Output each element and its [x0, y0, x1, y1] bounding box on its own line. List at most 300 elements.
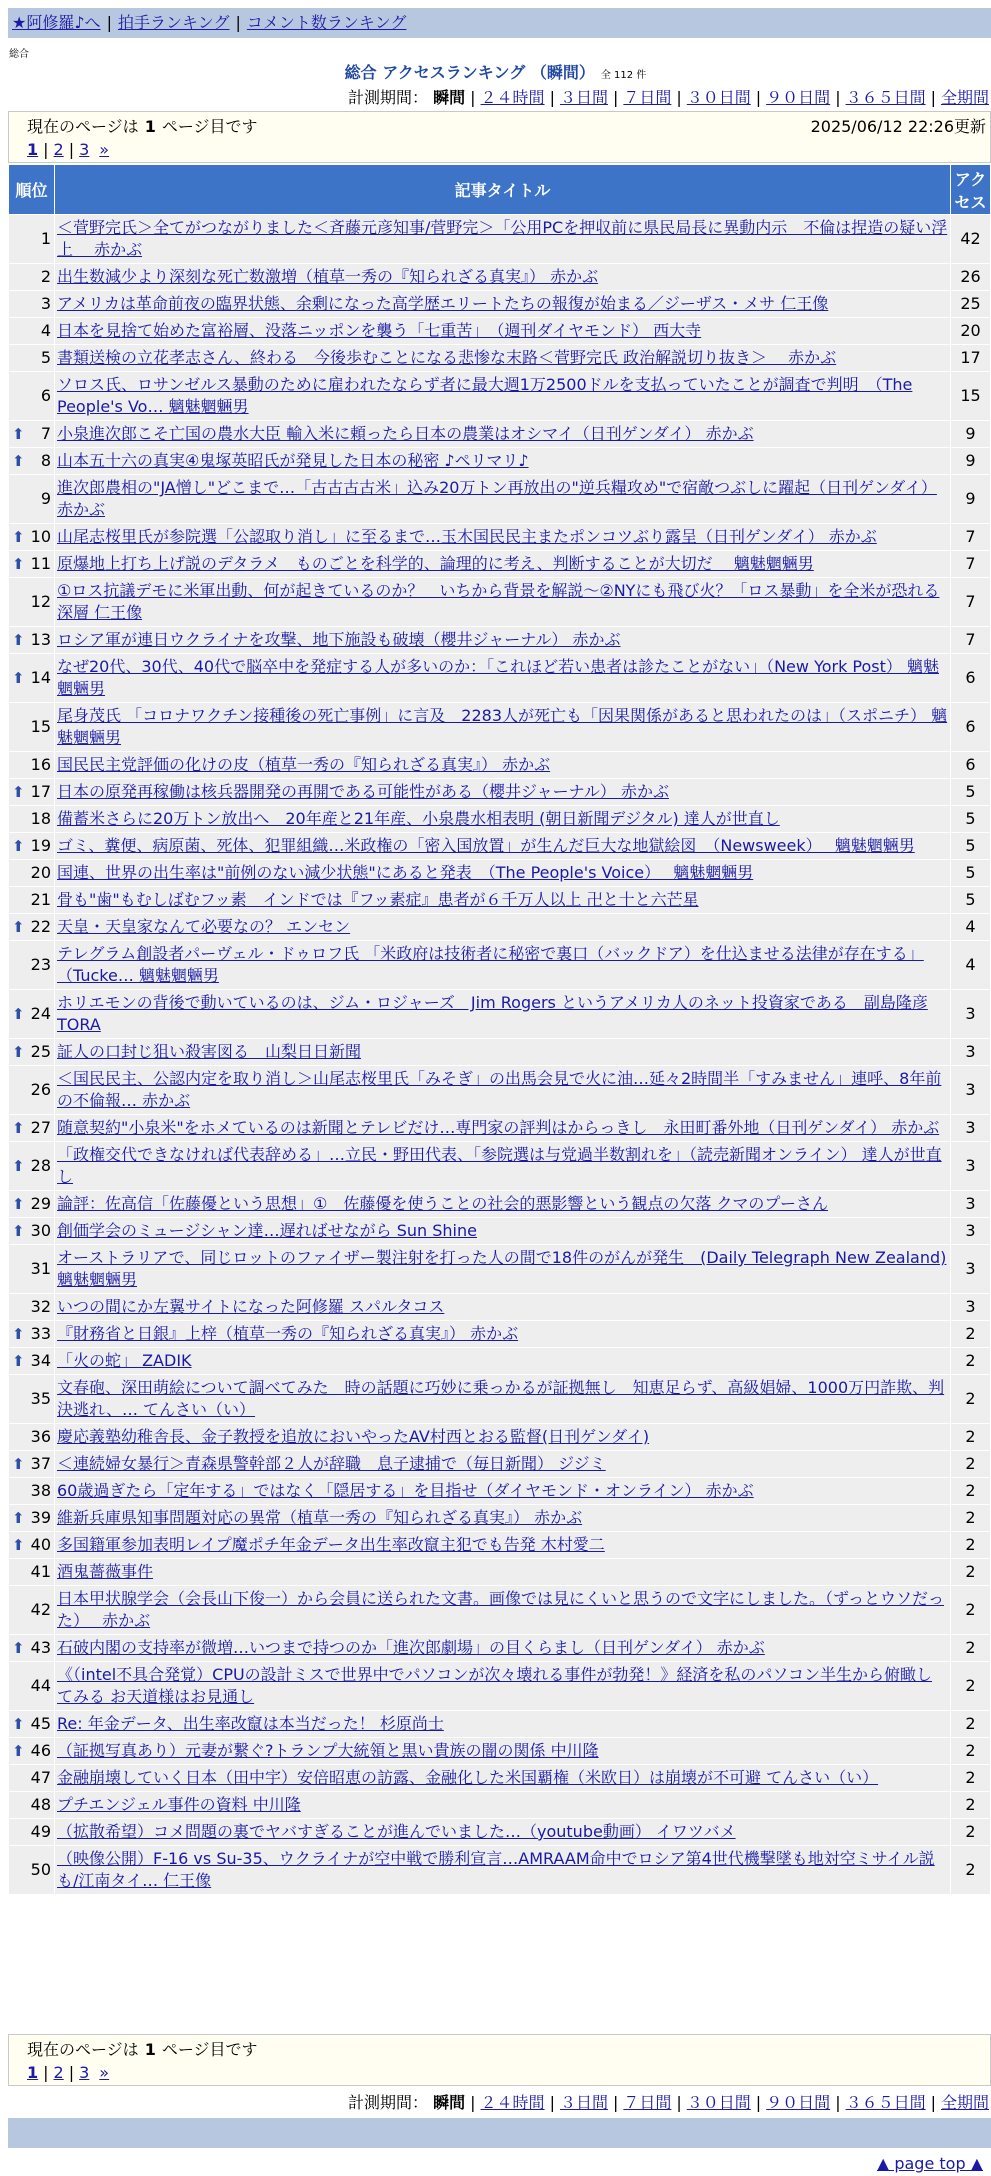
article-title-link[interactable]: 随意契約"小泉米"をホメているのは新聞とテレビだけ…専門家の評判はからっきし 永田町番外地（日刊ゲンダイ） 赤かぶ	[57, 1118, 940, 1137]
title-cell	[55, 1819, 951, 1846]
page-link-2[interactable]: 2	[53, 2063, 64, 2082]
access-count: 2	[951, 1348, 991, 1375]
rank-cell	[9, 806, 55, 833]
table-row	[9, 421, 991, 448]
table-header-row	[9, 165, 991, 215]
title-cell	[55, 779, 951, 806]
category-label: 総合	[9, 49, 29, 60]
access-count: 20	[951, 318, 991, 345]
rank-cell	[9, 578, 55, 627]
rank-up-arrow-icon: ⬆	[12, 1043, 25, 1061]
rank-number: 8	[40, 451, 51, 470]
article-title-link[interactable]: 「政権交代できなければ代表辞める」…立民・野田代表、「参院選は与党過半数割れを」（読売新聞オンライン） 達人が世直し	[57, 1145, 942, 1186]
rank-cell	[9, 1478, 55, 1505]
rank-number: 38	[30, 1481, 51, 1500]
table-row	[9, 215, 991, 264]
article-title-link[interactable]: テレグラム創設者パーヴェル・ドゥロフ氏 「米政府は技術者に秘密で裏口（バックドア）を仕込ませる法律が存在する」（Tucke… 魑魅魍魎男	[57, 944, 924, 985]
period-current: 瞬間	[433, 88, 466, 107]
table-row	[9, 1142, 991, 1191]
article-title-link[interactable]: 出生数減少より深刻な死亡数激増（植草一秀の『知られざる真実』） 赤かぶ	[57, 267, 599, 286]
article-title-link[interactable]: 日本の原発再稼働は核兵器開発の再開である可能性がある（櫻井ジャーナル） 赤かぶ	[57, 782, 669, 801]
rank-number: 22	[30, 917, 51, 936]
rank-cell	[9, 1191, 55, 1218]
rank-number: 34	[30, 1351, 51, 1370]
table-row	[9, 1321, 991, 1348]
rank-cell	[9, 215, 55, 264]
rank-cell	[9, 1245, 55, 1294]
period-link-3d[interactable]: ３日間	[559, 2093, 608, 2112]
rank-number: 48	[30, 1795, 51, 1814]
table-row	[9, 1451, 991, 1478]
article-title-link[interactable]: なぜ20代、30代、40代で脳卒中を発症する人が多いのか：「これほど若い患者は診たことがない」（New York Post） 魑魅魍魎男	[57, 657, 939, 698]
table-row	[9, 551, 991, 578]
access-count: 2	[951, 1321, 991, 1348]
access-count: 3	[951, 1115, 991, 1142]
article-title-link[interactable]: 酒鬼薔薇事件	[57, 1562, 154, 1581]
page-links: 1 | 2 | 3 »	[27, 2063, 110, 2082]
rank-up-arrow-icon: ⬆	[12, 918, 25, 936]
article-title-link[interactable]: 文春砲、深田萌絵について調べてみた 時の話題に巧妙に乗っかるが証拠無し 知恵足らず、高級娼婦、1000万円詐欺、判決逃れ、… てんさい（い）	[57, 1378, 945, 1419]
table-row	[9, 627, 991, 654]
bottom-bar	[8, 2118, 991, 2148]
article-title-link[interactable]: ＜国民民主、公認内定を取り消し＞山尾志桜里氏「みそぎ」の出馬会見で火に油…延々2時間半「すみません」連呼、8年前の不倫報… 赤かぶ	[57, 1069, 942, 1110]
access-count: 3	[951, 1218, 991, 1245]
access-count: 6	[951, 752, 991, 779]
period-selector-bottom: 計測期間： 瞬間 | ２４時間 | ３日間 | ７日間 | ３０日間 | ９０日間 | ３６５日間 | 全期間	[348, 2093, 989, 2112]
page-status: 現在のページは 1 ページ目です	[27, 117, 258, 136]
title-cell	[55, 703, 951, 752]
article-title-link[interactable]: ①ロス抗議デモに米軍出動、何が起きているのか？ いちから背景を解説〜②NYにも飛び火？「ロス暴動」を全米が恐れる深層 仁王像	[57, 581, 940, 622]
title-cell	[55, 1586, 951, 1635]
table-row	[9, 941, 991, 990]
rank-cell	[9, 627, 55, 654]
access-count: 2	[951, 1532, 991, 1559]
table-row	[9, 1348, 991, 1375]
page-next-link[interactable]: »	[99, 2063, 110, 2082]
rank-number: 10	[30, 527, 51, 546]
table-row	[9, 914, 991, 941]
rank-number: 24	[30, 1004, 51, 1023]
rank-number: 33	[30, 1324, 51, 1343]
title-cell	[55, 1792, 951, 1819]
page-link-current[interactable]: 1	[27, 2063, 39, 2082]
article-title-link[interactable]: （映像公開）F-16 vs Su-35、ウクライナが空中戦で勝利宣言…AMRAAM命中でロシア第4世代機撃墜も地対空ミサイル説も/江南タイ… 仁王像	[57, 1849, 935, 1890]
rank-number: 27	[30, 1118, 51, 1137]
rank-cell	[9, 421, 55, 448]
article-title-link[interactable]: 「火の蛇」 ZADIK	[57, 1351, 192, 1370]
rank-cell	[9, 1321, 55, 1348]
access-count: 9	[951, 448, 991, 475]
article-title-link[interactable]: ＜菅野完氏＞全てがつながりました＜斉藤元彦知事/菅野完＞「公用PCを押収前に県民局長に異動内示 不倫は捏造の疑い浮上 赤かぶ	[57, 218, 948, 259]
article-title-link[interactable]: 天皇・天皇家なんて必要なの？ エンセン	[57, 917, 351, 936]
rank-number: 7	[40, 424, 51, 443]
rank-cell	[9, 779, 55, 806]
rank-cell	[9, 833, 55, 860]
access-count: 5	[951, 833, 991, 860]
article-title-link[interactable]: Re: 年金データ、出生率改竄は本当だった！ 杉原尚士	[57, 1714, 444, 1733]
rank-up-arrow-icon: ⬆	[12, 1639, 25, 1657]
rank-number: 14	[30, 668, 51, 687]
article-title-link[interactable]: 山尾志桜里氏が参院選「公認取り消し」に至るまで…玉木国民民主またポンコツぶり露呈（日刊ゲンダイ） 赤かぶ	[57, 527, 877, 546]
rank-cell	[9, 1635, 55, 1662]
rank-up-arrow-icon: ⬆	[12, 631, 25, 649]
title-cell	[55, 421, 951, 448]
rank-number: 43	[30, 1638, 51, 1657]
table-row	[9, 1532, 991, 1559]
rank-cell	[9, 703, 55, 752]
rank-cell	[9, 1142, 55, 1191]
title-cell	[55, 833, 951, 860]
rank-number: 23	[30, 955, 51, 974]
article-title-link[interactable]: ロシア軍が連日ウクライナを攻撃、地下施設も破壊（櫻井ジャーナル） 赤かぶ	[57, 630, 621, 649]
article-title-link[interactable]: 骨も"歯"もむしばむフッ素 インドでは『フッ素症』患者が６千万人以上 卍と十と六芒星	[57, 890, 699, 909]
access-count: 7	[951, 627, 991, 654]
access-count: 2	[951, 1424, 991, 1451]
title-cell	[55, 914, 951, 941]
access-count: 2	[951, 1711, 991, 1738]
access-header: アクセス	[951, 165, 991, 215]
title-cell	[55, 448, 951, 475]
table-row	[9, 524, 991, 551]
title-cell	[55, 1662, 951, 1711]
period-link-24h[interactable]: ２４時間	[480, 88, 545, 107]
article-title-link[interactable]: 創価学会のミュージシャン達…遅ればせながら Sun Shine	[57, 1221, 477, 1240]
article-title-link[interactable]: ホリエモンの背後で動いているのは、ジム・ロジャーズ Jim Rogers というアメリカ人のネット投資家である 副島隆彦 TORA	[57, 993, 928, 1034]
title-cell	[55, 1532, 951, 1559]
article-title-link[interactable]: 山本五十六の真実④鬼塚英昭氏が発見した日本の秘密 ♪ペリマリ♪	[57, 451, 529, 470]
access-count: 4	[951, 914, 991, 941]
access-count: 3	[951, 1066, 991, 1115]
rank-number: 6	[40, 386, 51, 405]
rank-cell	[9, 291, 55, 318]
title-cell	[55, 318, 951, 345]
rank-cell	[9, 1375, 55, 1424]
access-count: 3	[951, 1245, 991, 1294]
rank-number: 30	[30, 1221, 51, 1240]
period-label: 計測期間：	[348, 2093, 429, 2112]
table-row	[9, 1586, 991, 1635]
rank-up-arrow-icon: ⬆	[12, 1742, 25, 1760]
rank-cell	[9, 1066, 55, 1115]
rank-up-arrow-icon: ⬆	[12, 1005, 25, 1023]
table-row	[9, 318, 991, 345]
rank-cell	[9, 1294, 55, 1321]
rank-cell	[9, 990, 55, 1039]
article-title-link[interactable]: 備蓄米さらに20万トン放出へ 20年産と21年産、小泉農水相表明 (朝日新聞デジタル) 達人が世直し	[57, 809, 780, 828]
page-link-2[interactable]: 2	[53, 140, 64, 159]
article-title-link[interactable]: 尾身茂氏 「コロナワクチン接種後の死亡事例」に言及 2283人が死亡も「因果関係があると思われたのは」（スポニチ） 魑魅魍魎男	[57, 706, 948, 747]
table-row	[9, 1115, 991, 1142]
pager-top	[8, 111, 991, 163]
rank-number: 50	[30, 1860, 51, 1879]
rank-cell	[9, 1738, 55, 1765]
table-row	[9, 990, 991, 1039]
table-row	[9, 860, 991, 887]
article-title-link[interactable]: 《（intel不具合発覚）CPUの設計ミスで世界中でパソコンが次々壊れる事件が勃発！》経済を私のパソコン半生から俯瞰してみる お天道様はお見通し	[57, 1665, 933, 1706]
top-nav-bar	[8, 8, 991, 38]
table-row	[9, 1039, 991, 1066]
rank-number: 16	[30, 755, 51, 774]
page-link-current[interactable]: 1	[27, 140, 39, 159]
rank-cell	[9, 1348, 55, 1375]
article-title-link[interactable]: ソロス氏、ロサンゼルス暴動のために雇われたならず者に最大週1万2500ドルを支払っていたことが調査で判明 （The People's Vo… 魑魅魍魎男	[57, 375, 913, 416]
rank-cell	[9, 1218, 55, 1245]
rank-up-arrow-icon: ⬆	[12, 1325, 25, 1343]
access-count: 5	[951, 806, 991, 833]
title-cell	[55, 941, 951, 990]
table-row	[9, 1245, 991, 1294]
page-top-link[interactable]: ▲ page top ▲	[876, 2154, 983, 2173]
table-row	[9, 264, 991, 291]
rank-number: 45	[30, 1714, 51, 1733]
table-row	[9, 1819, 991, 1846]
period-link-7d[interactable]: ７日間	[623, 88, 672, 107]
rank-cell	[9, 1424, 55, 1451]
title-cell	[55, 887, 951, 914]
period-link-all[interactable]: 全期間	[940, 88, 989, 107]
access-count: 7	[951, 578, 991, 627]
article-title-link[interactable]: 石破内閣の支持率が微増…いつまで持つのか「進次郎劇場」の目くらまし（日刊ゲンダイ） 赤かぶ	[57, 1638, 765, 1657]
ranking-table	[8, 164, 991, 1895]
title-cell	[55, 551, 951, 578]
rank-up-arrow-icon: ⬆	[12, 425, 25, 443]
access-count: 2	[951, 1662, 991, 1711]
title-cell	[55, 1424, 951, 1451]
period-link-30d[interactable]: ３０日間	[686, 88, 751, 107]
rank-cell	[9, 1505, 55, 1532]
rank-number: 35	[30, 1389, 51, 1408]
period-link-all[interactable]: 全期間	[940, 2093, 989, 2112]
table-row	[9, 779, 991, 806]
rank-number: 31	[30, 1259, 51, 1278]
rank-cell	[9, 887, 55, 914]
title-cell	[55, 1765, 951, 1792]
rank-number: 20	[30, 863, 51, 882]
rank-number: 19	[30, 836, 51, 855]
home-link[interactable]: ★阿修羅♪へ	[12, 13, 101, 32]
period-link-365d[interactable]: ３６５日間	[845, 2093, 926, 2112]
title-cell	[55, 752, 951, 779]
article-title-link[interactable]: 書類送検の立花孝志さん、終わる 今後歩むことになる悲惨な末路＜菅野完氏 政治解説切り抜き＞ 赤かぶ	[57, 348, 837, 367]
title-cell	[55, 1218, 951, 1245]
period-link-365d[interactable]: ３６５日間	[845, 88, 926, 107]
article-title-link[interactable]: 論評：佐高信「佐藤優という思想」① 佐藤優を使うことの社会的悪影響という観点の欠落 クマのプーさん	[57, 1194, 828, 1213]
title-cell	[55, 1294, 951, 1321]
pager-bottom	[8, 2034, 991, 2086]
rank-up-arrow-icon: ⬆	[12, 1455, 25, 1473]
access-count: 2	[951, 1451, 991, 1478]
access-count: 4	[951, 941, 991, 990]
rank-cell	[9, 551, 55, 578]
rank-cell	[9, 372, 55, 421]
period-link-30d[interactable]: ３０日間	[686, 2093, 751, 2112]
access-count: 3	[951, 1294, 991, 1321]
rank-up-arrow-icon: ⬆	[12, 1119, 25, 1137]
nav-separator: |	[106, 13, 112, 32]
rank-number: 26	[30, 1080, 51, 1099]
table-row	[9, 1635, 991, 1662]
article-title-link[interactable]: 国民民主党評価の化けの皮（植草一秀の『知られざる真実』） 赤かぶ	[57, 755, 551, 774]
access-count: 2	[951, 1765, 991, 1792]
access-count: 3	[951, 1142, 991, 1191]
title-cell	[55, 1348, 951, 1375]
period-link-90d[interactable]: ９０日間	[766, 88, 831, 107]
access-count: 3	[951, 1191, 991, 1218]
title-cell	[55, 860, 951, 887]
article-title-link[interactable]: 証人の口封じ狙い殺害図る 山梨日日新聞	[57, 1042, 362, 1061]
page-link-3[interactable]: 3	[79, 140, 90, 159]
article-title-link[interactable]: 小泉進次郎こそ亡国の農水大臣 輸入米に頼ったら日本の農業はオシマイ（日刊ゲンダイ） 赤かぶ	[57, 424, 754, 443]
rank-cell	[9, 1532, 55, 1559]
period-link-3d[interactable]: ３日間	[559, 88, 608, 107]
rank-cell	[9, 524, 55, 551]
table-row	[9, 1792, 991, 1819]
rank-number: 37	[30, 1454, 51, 1473]
table-row	[9, 887, 991, 914]
access-count: 2	[951, 1635, 991, 1662]
table-row	[9, 1846, 991, 1895]
comment-ranking-link[interactable]: コメント数ランキング	[246, 13, 407, 32]
rank-up-arrow-icon: ⬆	[12, 1715, 25, 1733]
article-title-link[interactable]: アメリカは革命前夜の臨界状態、余剰になった高学歴エリートたちの報復が始まる／ジーザス・メサ 仁王像	[57, 294, 829, 313]
access-count: 5	[951, 860, 991, 887]
title-cell	[55, 1559, 951, 1586]
article-title-link[interactable]: 日本を見捨て始めた富裕層、没落ニッポンを襲う「七重苦」 （週刊ダイヤモンド） 西大寺	[57, 321, 702, 340]
rank-cell	[9, 914, 55, 941]
title-cell	[55, 475, 951, 524]
ranking-table-body	[9, 215, 991, 1895]
title-cell	[55, 1245, 951, 1294]
access-count: 2	[951, 1819, 991, 1846]
page-link-3[interactable]: 3	[79, 2063, 90, 2082]
rank-cell	[9, 860, 55, 887]
article-title-link[interactable]: 金融崩壊していく日本（田中宇）安倍昭恵の訪露、金融化した米国覇権（米欧日）は崩壊が不可避 てんさい（い）	[57, 1768, 879, 1787]
access-count: 3	[951, 990, 991, 1039]
rank-number: 5	[40, 348, 51, 367]
period-link-90d[interactable]: ９０日間	[766, 2093, 831, 2112]
access-count: 3	[951, 1039, 991, 1066]
table-row	[9, 833, 991, 860]
period-link-24h[interactable]: ２４時間	[480, 2093, 545, 2112]
title-cell	[55, 1115, 951, 1142]
article-title-link[interactable]: ＜連続婦女暴行＞青森県警幹部２人が辞職 息子逮捕で（毎日新聞） ジジミ	[57, 1454, 606, 1473]
rank-number: 17	[30, 782, 51, 801]
article-title-link[interactable]: 原爆地上打ち上げ説のデタラメ ものごとを科学的、論理的に考え、判断することが大切だ 魑魅魍魎男	[57, 554, 814, 573]
rank-number: 36	[30, 1427, 51, 1446]
access-count: 26	[951, 264, 991, 291]
title-cell	[55, 372, 951, 421]
item-count: 全 112 件	[600, 70, 647, 81]
article-title-link[interactable]: オーストラリアで、同じロットのファイザー製注射を打った人の間で18件のがんが発生 (Daily Telegraph New Zealand) 魑魅魍魎男	[57, 1248, 947, 1289]
title-cell	[55, 1478, 951, 1505]
article-title-link[interactable]: プチエンジェル事件の資料 中川隆	[57, 1795, 301, 1814]
table-row	[9, 1711, 991, 1738]
page-next-link[interactable]: »	[99, 140, 110, 159]
clap-ranking-link[interactable]: 拍手ランキング	[117, 13, 230, 32]
rank-number: 49	[30, 1822, 51, 1841]
article-title-link[interactable]: （拡散希望）コメ問題の裏でヤバすぎることが進んでいました…（youtube動画） イワツバメ	[57, 1822, 736, 1841]
rank-number: 25	[30, 1042, 51, 1061]
article-title-link[interactable]: いつの間にか左翼サイトになった阿修羅 スパルタコス	[57, 1297, 445, 1316]
title-cell	[55, 1635, 951, 1662]
rank-cell	[9, 1711, 55, 1738]
article-title-link[interactable]: 日本甲状腺学会（会長山下俊一）から会員に送られた文書。画像では見にくいと思うので文字にしました。（ずっとウソだった） 赤かぶ	[57, 1589, 945, 1630]
rank-cell	[9, 264, 55, 291]
rank-number: 11	[30, 554, 51, 573]
rank-number: 13	[30, 630, 51, 649]
rank-header: 順位	[9, 165, 55, 215]
article-title-link[interactable]: 進次郎農相の"JA憎し"どこまで…「古古古古米」込み20万トン再放出の"逆兵糧攻め"で宿敵つぶしに躍起（日刊ゲンダイ） 赤かぶ	[57, 478, 937, 519]
rank-up-arrow-icon: ⬆	[12, 1222, 25, 1240]
rank-cell	[9, 1586, 55, 1635]
access-count: 2	[951, 1505, 991, 1532]
rank-cell	[9, 1451, 55, 1478]
article-title-link[interactable]: 国連、世界の出生率は"前例のない減少状態"にあると発表 （The People's Voice） 魑魅魍魎男	[57, 863, 754, 882]
access-count: 7	[951, 524, 991, 551]
article-title-link[interactable]: 『財務省と日銀』上梓（植草一秀の『知られざる真実』） 赤かぶ	[57, 1324, 519, 1343]
rank-up-arrow-icon: ⬆	[12, 1157, 25, 1175]
access-count: 9	[951, 421, 991, 448]
title-cell	[55, 990, 951, 1039]
article-title-link[interactable]: 慶応義塾幼稚舎長、金子教授を追放においやったAV村西とおる監督(日刊ゲンダイ)	[57, 1427, 650, 1446]
table-row	[9, 806, 991, 833]
table-row	[9, 345, 991, 372]
access-count: 6	[951, 703, 991, 752]
article-title-link[interactable]: 60歳過ぎたら「定年する」ではなく「隠居する」を目指せ（ダイヤモンド・オンライン） 赤かぶ	[57, 1481, 754, 1500]
title-cell	[55, 1711, 951, 1738]
article-title-link[interactable]: ゴミ、糞便、病原菌、死体、犯罪組織…米政権の「密入国放置」が生んだ巨大な地獄絵図 （Newsweek） 魑魅魍魎男	[57, 836, 915, 855]
access-count: 5	[951, 779, 991, 806]
title-cell	[55, 215, 951, 264]
article-title-link[interactable]: （証拠写真あり）元妻が繋ぐ?トランプ大統領と黒い貴族の闇の関係 中川隆	[57, 1741, 599, 1760]
page-title-text: 総合 アクセスランキング （瞬間）	[344, 63, 595, 82]
rank-cell	[9, 475, 55, 524]
rank-cell	[9, 1792, 55, 1819]
table-row	[9, 1191, 991, 1218]
rank-number: 29	[30, 1194, 51, 1213]
period-selector-top: 計測期間： 瞬間 | ２４時間 | ３日間 | ７日間 | ３０日間 | ９０日間 | ３６５日間 | 全期間	[348, 88, 989, 107]
title-cell	[55, 1039, 951, 1066]
table-row	[9, 291, 991, 318]
rank-number: 40	[30, 1535, 51, 1554]
article-title-link[interactable]: 多国籍軍参加表明レイプ魔ポチ年金データ出生率改竄主犯でも告発 木村愛二	[57, 1535, 605, 1554]
table-row	[9, 1662, 991, 1711]
rank-up-arrow-icon: ⬆	[12, 783, 25, 801]
rank-cell	[9, 654, 55, 703]
rank-number: 2	[40, 267, 51, 286]
rank-number: 32	[30, 1297, 51, 1316]
table-row	[9, 1375, 991, 1424]
table-row	[9, 448, 991, 475]
title-cell	[55, 1846, 951, 1895]
table-row	[9, 372, 991, 421]
article-title-link[interactable]: 維新兵庫県知事問題対応の異常（植草一秀の『知られざる真実』） 赤かぶ	[57, 1508, 583, 1527]
updated-time: 2025/06/12 22:26更新	[810, 117, 986, 136]
rank-number: 44	[30, 1676, 51, 1695]
rank-up-arrow-icon: ⬆	[12, 528, 25, 546]
rank-number: 41	[30, 1562, 51, 1581]
period-link-7d[interactable]: ７日間	[623, 2093, 672, 2112]
table-row	[9, 703, 991, 752]
access-count: 2	[951, 1792, 991, 1819]
table-row	[9, 1478, 991, 1505]
rank-up-arrow-icon: ⬆	[12, 555, 25, 573]
access-count: 17	[951, 345, 991, 372]
title-cell	[55, 345, 951, 372]
title-cell	[55, 806, 951, 833]
rank-cell	[9, 941, 55, 990]
title-cell	[55, 1321, 951, 1348]
